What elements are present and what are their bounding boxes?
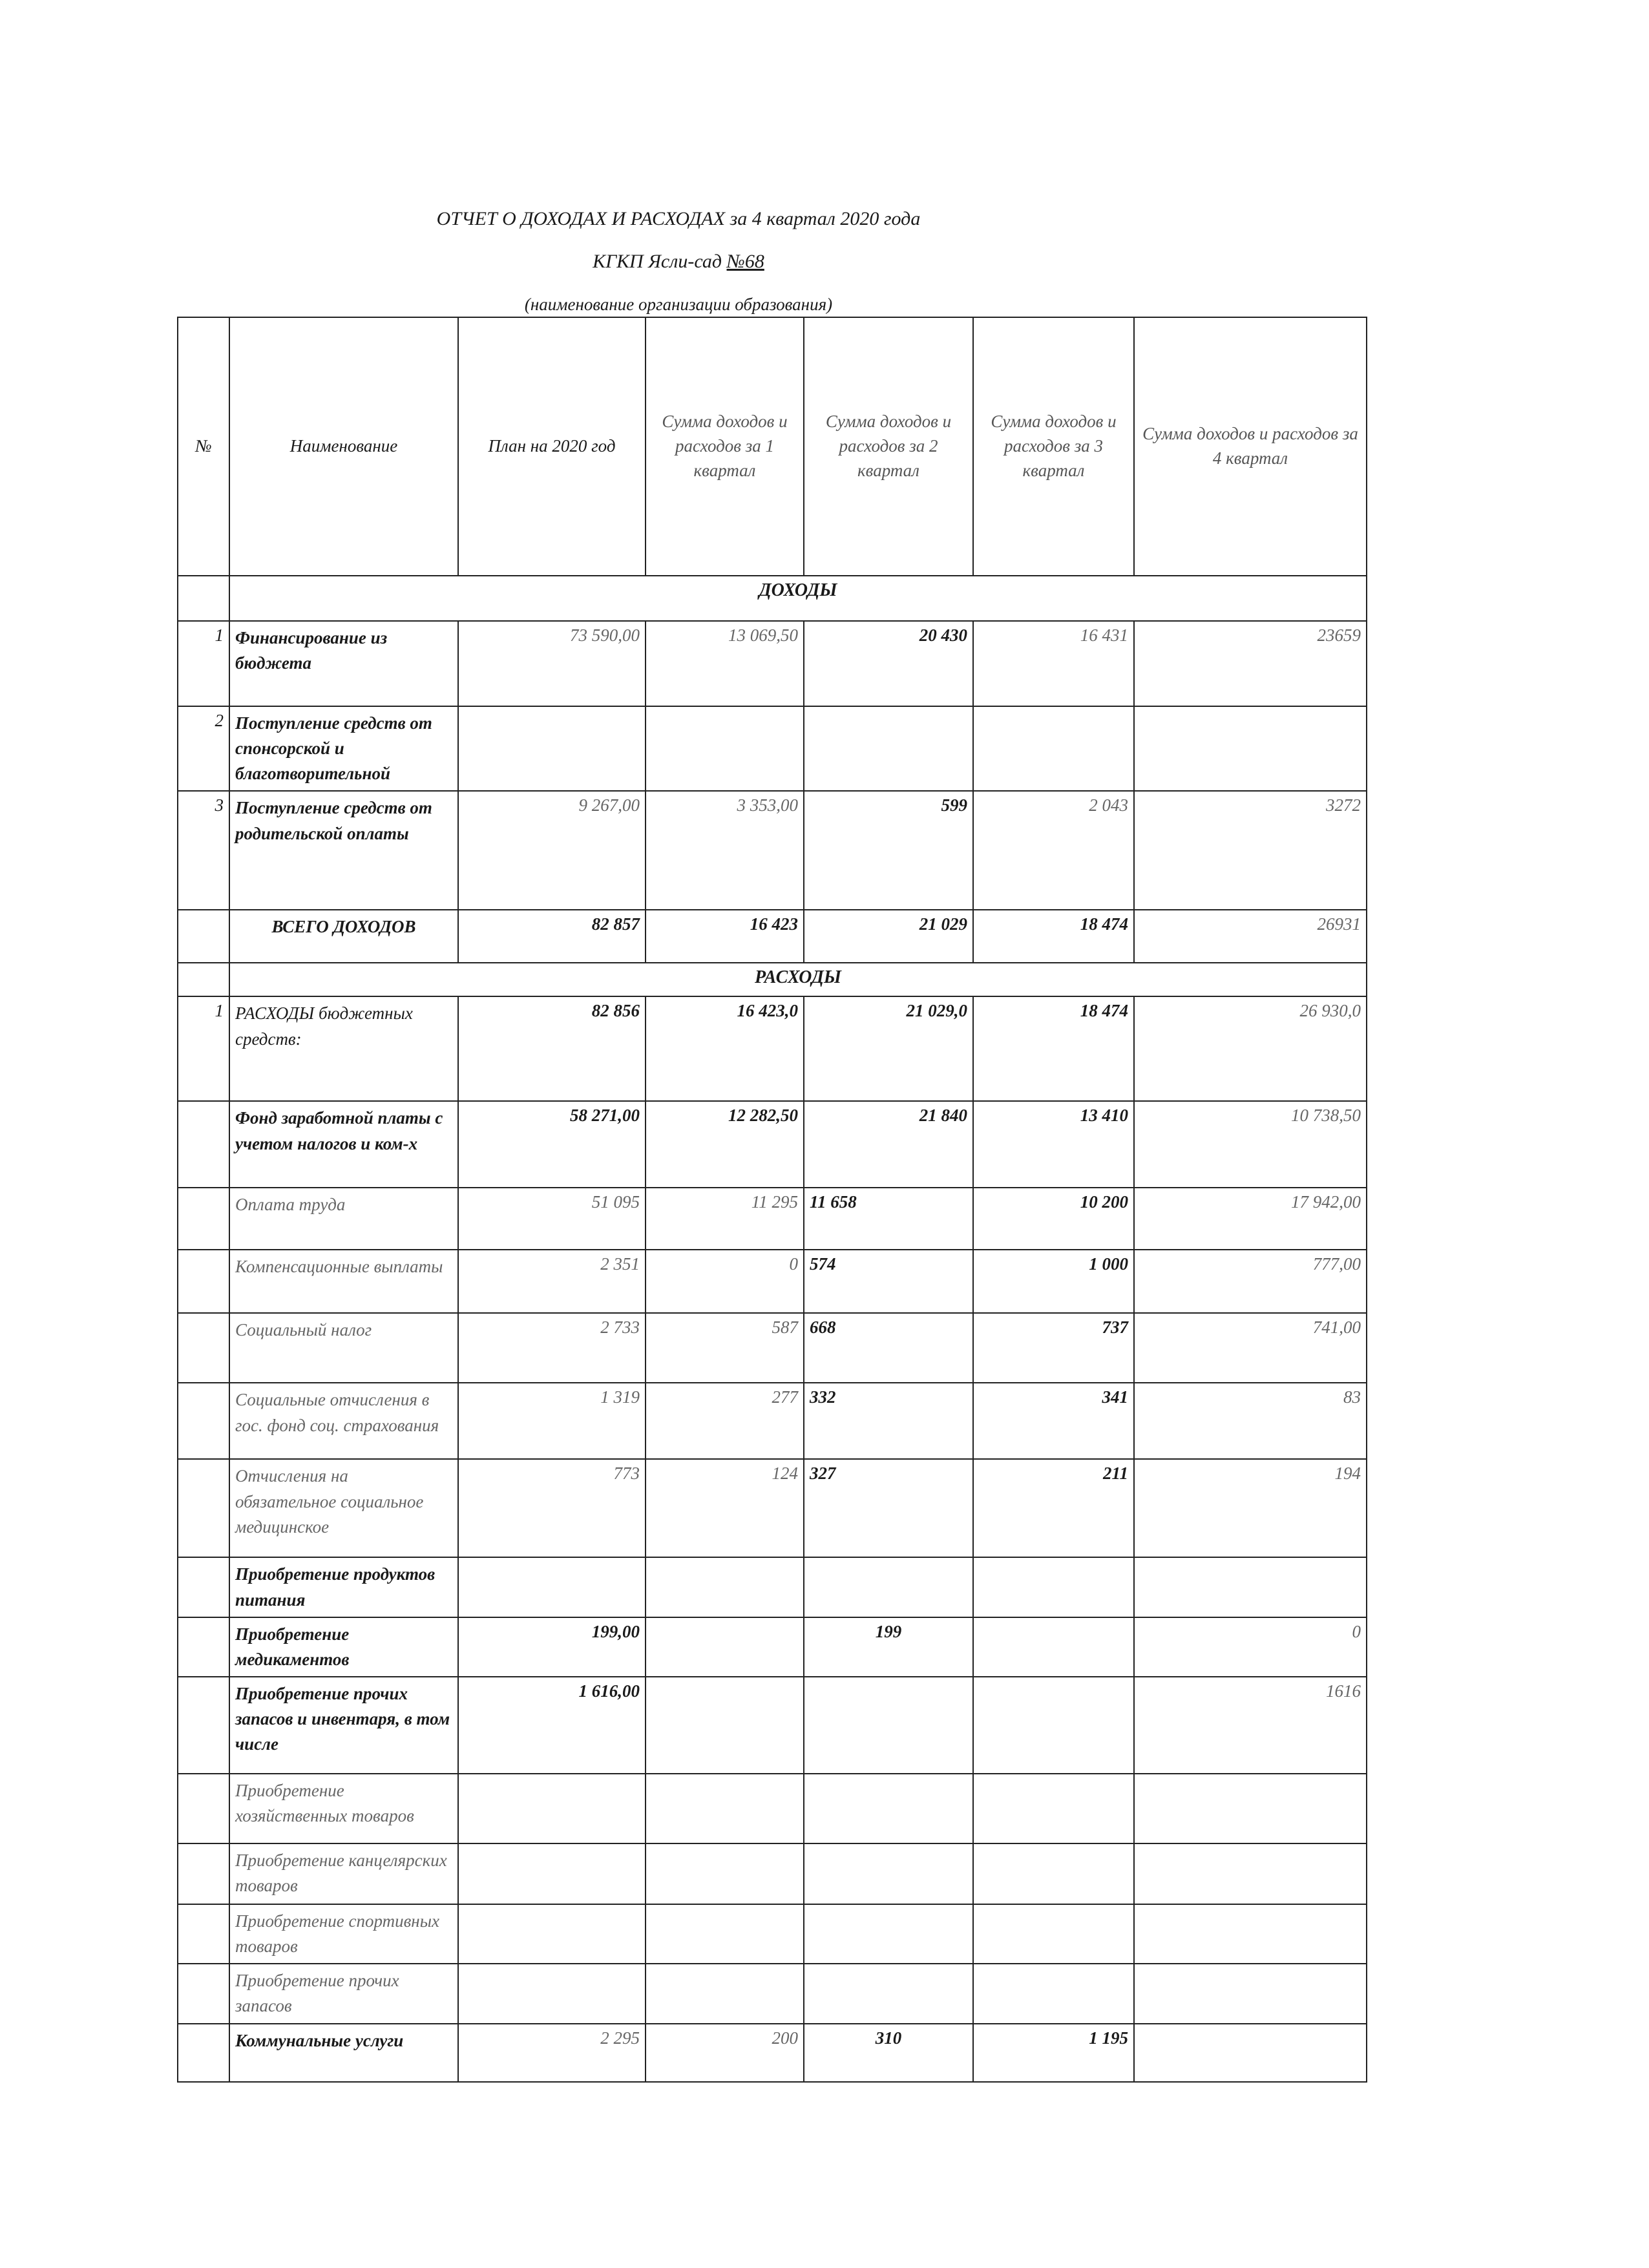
organization-name	[0, 251, 1357, 273]
report-title: ОТЧЕТ О ДОХОДАХ И РАСХОДАХ за 4 квартал 2020 года	[436, 208, 921, 229]
row-q4	[1134, 1774, 1367, 1843]
row-q1: 3 353,00	[646, 791, 804, 910]
column-header-q3: Сумма доходов и расходов за 3 квартал	[973, 317, 1134, 576]
row-plan: 2 733	[458, 1313, 646, 1383]
income-total-plan: 82 857	[458, 910, 646, 963]
row-q3	[973, 1843, 1134, 1904]
row-q2: 199	[804, 1617, 973, 1677]
income-total-q2: 21 029	[804, 910, 973, 963]
row-q3: 13 410	[973, 1101, 1134, 1188]
row-q4: 83	[1134, 1383, 1367, 1459]
row-q2	[804, 1843, 973, 1904]
row-q2	[804, 1964, 973, 2023]
row-q1	[646, 706, 804, 791]
table-row	[178, 1313, 1367, 1383]
row-num	[178, 1617, 229, 1677]
row-q4: 23659	[1134, 621, 1367, 706]
row-q4	[1134, 1843, 1367, 1904]
row-plan	[458, 1964, 646, 2023]
row-q2: 11 658	[804, 1188, 973, 1250]
report-table	[177, 317, 1367, 2083]
row-name: РАСХОДЫ бюджетных средств:	[229, 996, 458, 1101]
row-plan	[458, 1843, 646, 1904]
total-num-cell	[178, 910, 229, 963]
row-q1	[646, 1904, 804, 1964]
row-q3	[973, 1617, 1134, 1677]
row-q2	[804, 1904, 973, 1964]
column-header-q2: Сумма доходов и расходов за 2 квартал	[804, 317, 973, 576]
row-plan	[458, 1904, 646, 1964]
row-q1	[646, 1557, 804, 1617]
row-q1: 13 069,50	[646, 621, 804, 706]
row-q2: 574	[804, 1250, 973, 1313]
row-q4: 10 738,50	[1134, 1101, 1367, 1188]
row-name: Приобретение канцелярских товаров	[229, 1843, 458, 1904]
row-num: 1	[178, 621, 229, 706]
expense-section-row	[178, 963, 1367, 996]
table-header-row	[178, 317, 1367, 576]
row-q3: 18 474	[973, 996, 1134, 1101]
row-plan	[458, 1774, 646, 1843]
row-q2	[804, 1677, 973, 1774]
column-header-name: Наименование	[229, 317, 458, 576]
row-plan: 51 095	[458, 1188, 646, 1250]
table-row	[178, 1101, 1367, 1188]
table-row	[178, 621, 1367, 706]
income-total-q4: 26931	[1134, 910, 1367, 963]
income-section-row	[178, 576, 1367, 621]
row-num	[178, 1964, 229, 2023]
row-q3: 737	[973, 1313, 1134, 1383]
table-row	[178, 1250, 1367, 1313]
row-q3: 211	[973, 1459, 1134, 1557]
income-total-q3: 18 474	[973, 910, 1134, 963]
row-q1	[646, 1774, 804, 1843]
income-total-label: ВСЕГО ДОХОДОВ	[229, 910, 458, 963]
row-q2	[804, 1557, 973, 1617]
table-row	[178, 1904, 1367, 1964]
row-q4	[1134, 2024, 1367, 2082]
row-q2: 332	[804, 1383, 973, 1459]
row-q3	[973, 1964, 1134, 2023]
row-q1	[646, 1617, 804, 1677]
row-q4: 777,00	[1134, 1250, 1367, 1313]
row-num: 2	[178, 706, 229, 791]
row-name: Финансирование из бюджета	[229, 621, 458, 706]
row-q1: 16 423,0	[646, 996, 804, 1101]
row-num	[178, 1188, 229, 1250]
row-q1	[646, 1843, 804, 1904]
row-q3	[973, 1677, 1134, 1774]
row-num	[178, 1101, 229, 1188]
row-q1: 124	[646, 1459, 804, 1557]
row-name: Приобретение хозяйственных товаров	[229, 1774, 458, 1843]
organization-caption: (наименование организации образования)	[524, 295, 833, 314]
row-name: Социальный налог	[229, 1313, 458, 1383]
table-row	[178, 1774, 1367, 1843]
row-name: Приобретение продуктов питания	[229, 1557, 458, 1617]
row-num	[178, 1250, 229, 1313]
row-q4: 17 942,00	[1134, 1188, 1367, 1250]
row-plan: 2 295	[458, 2024, 646, 2082]
row-q1: 277	[646, 1383, 804, 1459]
table-row	[178, 1188, 1367, 1250]
row-q4: 1616	[1134, 1677, 1367, 1774]
row-plan: 9 267,00	[458, 791, 646, 910]
row-name: Приобретение спортивных товаров	[229, 1904, 458, 1964]
row-q3: 2 043	[973, 791, 1134, 910]
table-row	[178, 2024, 1367, 2082]
row-name: Отчисления на обязательное социальное медицинское	[229, 1459, 458, 1557]
column-header-num: №	[178, 317, 229, 576]
table-row	[178, 1459, 1367, 1557]
row-q4	[1134, 1904, 1367, 1964]
row-q4: 741,00	[1134, 1313, 1367, 1383]
row-q2: 310	[804, 2024, 973, 2082]
row-num	[178, 1904, 229, 1964]
row-q2: 21 029,0	[804, 996, 973, 1101]
row-q4: 26 930,0	[1134, 996, 1367, 1101]
column-header-plan: План на 2020 год	[458, 317, 646, 576]
row-q3: 10 200	[973, 1188, 1134, 1250]
row-q3: 16 431	[973, 621, 1134, 706]
row-q1: 200	[646, 2024, 804, 2082]
row-q3	[973, 1904, 1134, 1964]
table-row	[178, 1557, 1367, 1617]
row-q1: 587	[646, 1313, 804, 1383]
table-row	[178, 996, 1367, 1101]
row-num	[178, 2024, 229, 2082]
income-total-q1: 16 423	[646, 910, 804, 963]
row-name: Коммунальные услуги	[229, 2024, 458, 2082]
row-q1: 0	[646, 1250, 804, 1313]
row-q4: 3272	[1134, 791, 1367, 910]
row-num: 1	[178, 996, 229, 1101]
organization-number: №68	[726, 251, 764, 272]
row-q2: 599	[804, 791, 973, 910]
section-num-cell	[178, 963, 229, 996]
row-num	[178, 1459, 229, 1557]
row-plan: 773	[458, 1459, 646, 1557]
row-plan: 1 319	[458, 1383, 646, 1459]
row-num	[178, 1557, 229, 1617]
row-num	[178, 1677, 229, 1774]
row-plan: 73 590,00	[458, 621, 646, 706]
row-q2	[804, 706, 973, 791]
row-name: Поступление средств от спонсорской и благотворительной	[229, 706, 458, 791]
row-q3: 1 195	[973, 2024, 1134, 2082]
row-q2: 20 430	[804, 621, 973, 706]
row-plan: 199,00	[458, 1617, 646, 1677]
row-name: Поступление средств от родительской оплаты	[229, 791, 458, 910]
row-num	[178, 1313, 229, 1383]
row-name: Приобретение прочих запасов и инвентаря, в том числе	[229, 1677, 458, 1774]
row-name: Фонд заработной платы с учетом налогов и ком-х	[229, 1101, 458, 1188]
row-q1: 12 282,50	[646, 1101, 804, 1188]
income-total-row	[178, 910, 1367, 963]
row-q3	[973, 1774, 1134, 1843]
organization-prefix: КГКП Ясли-сад	[593, 251, 722, 272]
table-row	[178, 1617, 1367, 1677]
row-q1: 11 295	[646, 1188, 804, 1250]
row-plan: 58 271,00	[458, 1101, 646, 1188]
table-row	[178, 1383, 1367, 1459]
row-q4	[1134, 1964, 1367, 2023]
table-row	[178, 1677, 1367, 1774]
row-num	[178, 1774, 229, 1843]
row-q4	[1134, 706, 1367, 791]
row-name: Приобретение прочих запасов	[229, 1964, 458, 2023]
row-num	[178, 1383, 229, 1459]
row-q4: 0	[1134, 1617, 1367, 1677]
expense-section-title: РАСХОДЫ	[229, 963, 1367, 996]
section-num-cell	[178, 576, 229, 621]
row-plan	[458, 1557, 646, 1617]
row-name: Социальные отчисления в гос. фонд соц. страхования	[229, 1383, 458, 1459]
row-plan	[458, 706, 646, 791]
row-q4: 194	[1134, 1459, 1367, 1557]
row-plan: 82 856	[458, 996, 646, 1101]
table-row	[178, 1843, 1367, 1904]
row-q3: 1 000	[973, 1250, 1134, 1313]
row-plan: 2 351	[458, 1250, 646, 1313]
row-q2: 668	[804, 1313, 973, 1383]
income-section-title: ДОХОДЫ	[229, 576, 1367, 621]
column-header-q4: Сумма доходов и расходов за 4 квартал	[1134, 317, 1367, 576]
row-name: Оплата труда	[229, 1188, 458, 1250]
row-q3	[973, 706, 1134, 791]
row-name: Компенсационные выплаты	[229, 1250, 458, 1313]
row-num: 3	[178, 791, 229, 910]
column-header-q1: Сумма доходов и расходов за 1 квартал	[646, 317, 804, 576]
row-q1	[646, 1964, 804, 2023]
row-q3: 341	[973, 1383, 1134, 1459]
row-q2: 327	[804, 1459, 973, 1557]
row-q1	[646, 1677, 804, 1774]
row-q4	[1134, 1557, 1367, 1617]
row-num	[178, 1843, 229, 1904]
row-q2	[804, 1774, 973, 1843]
table-row	[178, 1964, 1367, 2023]
row-q3	[973, 1557, 1134, 1617]
row-name: Приобретение медикаментов	[229, 1617, 458, 1677]
row-plan: 1 616,00	[458, 1677, 646, 1774]
table-row	[178, 706, 1367, 791]
row-q2: 21 840	[804, 1101, 973, 1188]
table-row	[178, 791, 1367, 910]
